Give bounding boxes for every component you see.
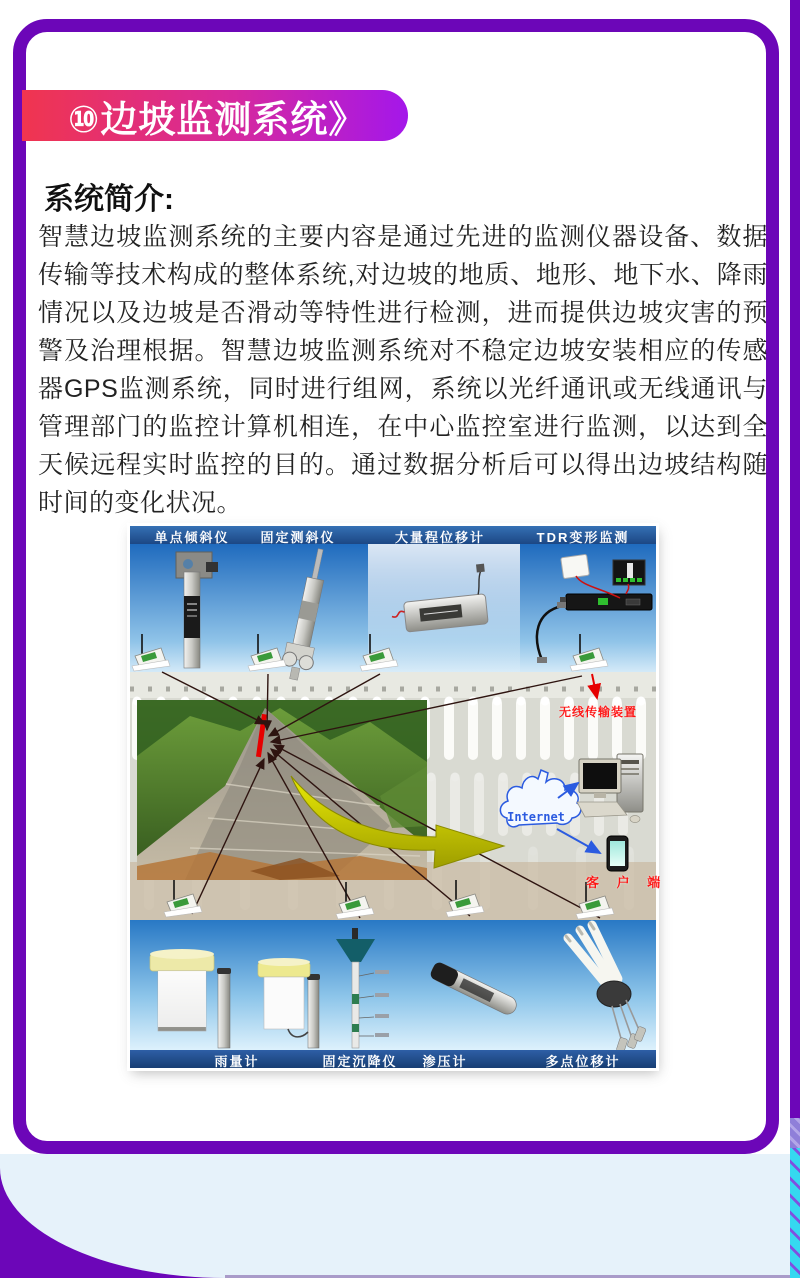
label-multi-point-displacement-meter: 多点位移计 bbox=[545, 1054, 621, 1069]
right-edge-strip bbox=[790, 0, 800, 1278]
wireless-transmitter-label: 无线传输装置 bbox=[559, 705, 638, 719]
internet-label: Internet bbox=[507, 810, 565, 824]
footer-section bbox=[0, 1154, 790, 1278]
client-phone bbox=[607, 836, 628, 871]
title-banner bbox=[22, 90, 408, 141]
label-rain-gauge: 雨量计 bbox=[214, 1054, 260, 1069]
label-fixed-inclinometer: 固定测斜仪 bbox=[260, 530, 336, 545]
right-strip-lavender bbox=[790, 1118, 800, 1148]
page-title: ⑩边坡监测系统》 bbox=[68, 98, 367, 140]
monitoring-computer bbox=[577, 754, 643, 823]
bottom-instrument-band bbox=[130, 920, 656, 1050]
footer-lightblue-panel bbox=[0, 1154, 790, 1278]
slope-photo bbox=[137, 700, 427, 880]
label-single-point-inclinometer: 单点倾斜仪 bbox=[154, 530, 230, 545]
diagram-artwork bbox=[130, 526, 656, 1068]
right-strip-purple bbox=[790, 0, 800, 1118]
intro-paragraph: 智慧边坡监测系统的主要内容是通过先进的监测仪器设备、数据传输等技术构成的整体系统,对边坡的地质、地形、地下水、降雨情况以及边坡是否滑动等特性进行检测，进而提供边坡灾害的预警及治理根据。智慧边坡监测系统对不稳定边坡安装相应的传感器GPS监测系统，同时进行组网，系统以光纤通讯或无线通讯与管理部门的监控计算机相连，在中心监控室进行监测，以达到全天候远程实时监控的目的。通过数据分析后可以得出边坡结构随时间的变化状况。 bbox=[38, 223, 768, 517]
section-heading: 系统简介: bbox=[44, 183, 174, 216]
diagram-top-label-band bbox=[130, 526, 656, 544]
label-large-range-displacement-meter: 大量程位移计 bbox=[394, 530, 486, 545]
diagram-bottom-label-band bbox=[130, 1050, 656, 1068]
label-fixed-settlement-gauge: 固定沉降仪 bbox=[322, 1054, 398, 1069]
right-strip-cyan-dashes bbox=[790, 1148, 800, 1278]
label-tdr-deformation-monitoring: TDR变形监测 bbox=[536, 530, 630, 545]
client-label: 客 户 端 bbox=[586, 875, 668, 890]
system-diagram bbox=[130, 526, 668, 1069]
label-piezometer: 渗压计 bbox=[422, 1054, 468, 1069]
